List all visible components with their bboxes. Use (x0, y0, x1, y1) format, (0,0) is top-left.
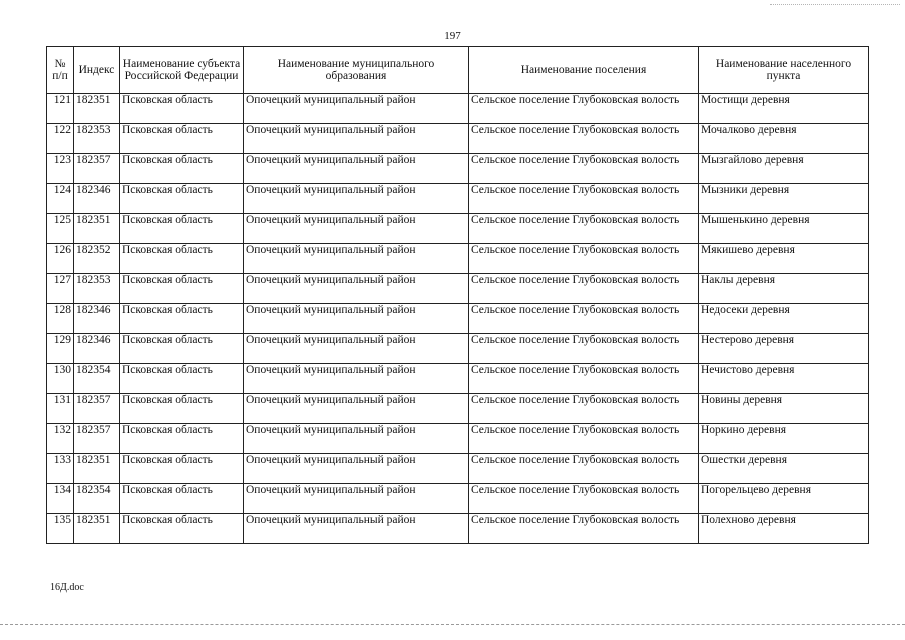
row-municipality: Опочецкий муниципальный район (244, 274, 469, 304)
row-municipality: Опочецкий муниципальный район (244, 304, 469, 334)
row-number: 133 (47, 454, 74, 484)
row-locality: Мызгайлово деревня (699, 154, 869, 184)
settlements-table (46, 46, 869, 544)
row-number: 126 (47, 244, 74, 274)
row-subject: Псковская область (120, 154, 244, 184)
row-number: 123 (47, 154, 74, 184)
row-subject: Псковская область (120, 364, 244, 394)
row-subject: Псковская область (120, 214, 244, 244)
row-number: 127 (47, 274, 74, 304)
table-row (47, 454, 869, 484)
row-index: 182351 (74, 514, 120, 544)
row-municipality: Опочецкий муниципальный район (244, 154, 469, 184)
row-subject: Псковская область (120, 274, 244, 304)
row-settlement: Сельское поселение Глубоковская волость (469, 334, 699, 364)
row-settlement: Сельское поселение Глубоковская волость (469, 184, 699, 214)
row-municipality: Опочецкий муниципальный район (244, 394, 469, 424)
row-municipality: Опочецкий муниципальный район (244, 214, 469, 244)
row-municipality: Опочецкий муниципальный район (244, 364, 469, 394)
row-locality: Норкино деревня (699, 424, 869, 454)
page-number: 197 (444, 30, 461, 42)
row-settlement: Сельское поселение Глубоковская волость (469, 424, 699, 454)
row-index: 182353 (74, 124, 120, 154)
header-locality: Наименование населенного пункта (699, 47, 869, 94)
table-row (47, 484, 869, 514)
header-number: № п/п (47, 47, 74, 94)
header-settlement: Наименование поселения (469, 47, 699, 94)
row-settlement: Сельское поселение Глубоковская волость (469, 214, 699, 244)
row-index: 182346 (74, 334, 120, 364)
row-municipality: Опочецкий муниципальный район (244, 514, 469, 544)
row-locality: Мышенькино деревня (699, 214, 869, 244)
row-settlement: Сельское поселение Глубоковская волость (469, 94, 699, 124)
header-index: Индекс (74, 47, 120, 94)
row-locality: Нечистово деревня (699, 364, 869, 394)
header-subject: Наименование субъекта Российской Федерации (120, 47, 244, 94)
row-number: 125 (47, 214, 74, 244)
row-number: 121 (47, 94, 74, 124)
row-subject: Псковская область (120, 94, 244, 124)
table-row (47, 94, 869, 124)
row-index: 182353 (74, 274, 120, 304)
row-index: 182357 (74, 424, 120, 454)
row-subject: Псковская область (120, 454, 244, 484)
table-row (47, 274, 869, 304)
row-locality: Нестерово деревня (699, 334, 869, 364)
row-number: 124 (47, 184, 74, 214)
row-number: 128 (47, 304, 74, 334)
table-header-row (47, 47, 869, 94)
row-settlement: Сельское поселение Глубоковская волость (469, 304, 699, 334)
row-municipality: Опочецкий муниципальный район (244, 244, 469, 274)
row-locality: Мякишево деревня (699, 244, 869, 274)
table-row (47, 304, 869, 334)
table-row (47, 424, 869, 454)
row-number: 129 (47, 334, 74, 364)
row-municipality: Опочецкий муниципальный район (244, 124, 469, 154)
row-settlement: Сельское поселение Глубоковская волость (469, 454, 699, 484)
header-municipality: Наименование муниципального образования (244, 47, 469, 94)
table-row (47, 244, 869, 274)
row-index: 182352 (74, 244, 120, 274)
row-locality: Недосеки деревня (699, 304, 869, 334)
row-municipality: Опочецкий муниципальный район (244, 454, 469, 484)
row-subject: Псковская область (120, 184, 244, 214)
table-row (47, 124, 869, 154)
row-settlement: Сельское поселение Глубоковская волость (469, 124, 699, 154)
row-locality: Новины деревня (699, 394, 869, 424)
row-locality: Мызники деревня (699, 184, 869, 214)
row-number: 130 (47, 364, 74, 394)
footer-filename: 16Д.doc (50, 582, 84, 593)
row-subject: Псковская область (120, 244, 244, 274)
row-locality: Ошестки деревня (699, 454, 869, 484)
row-subject: Псковская область (120, 304, 244, 334)
row-index: 182346 (74, 304, 120, 334)
row-locality: Мостищи деревня (699, 94, 869, 124)
row-index: 182346 (74, 184, 120, 214)
row-locality: Наклы деревня (699, 274, 869, 304)
row-municipality: Опочецкий муниципальный район (244, 334, 469, 364)
table-row (47, 514, 869, 544)
row-locality: Погорельцево деревня (699, 484, 869, 514)
row-index: 182357 (74, 394, 120, 424)
row-index: 182351 (74, 94, 120, 124)
row-settlement: Сельское поселение Глубоковская волость (469, 154, 699, 184)
row-municipality: Опочецкий муниципальный район (244, 94, 469, 124)
row-subject: Псковская область (120, 424, 244, 454)
row-settlement: Сельское поселение Глубоковская волость (469, 394, 699, 424)
row-locality: Мочалково деревня (699, 124, 869, 154)
row-index: 182351 (74, 214, 120, 244)
row-municipality: Опочецкий муниципальный район (244, 484, 469, 514)
row-number: 122 (47, 124, 74, 154)
row-number: 132 (47, 424, 74, 454)
row-settlement: Сельское поселение Глубоковская волость (469, 274, 699, 304)
row-subject: Псковская область (120, 334, 244, 364)
row-index: 182354 (74, 484, 120, 514)
row-index: 182357 (74, 154, 120, 184)
table-row (47, 214, 869, 244)
row-subject: Псковская область (120, 124, 244, 154)
table-row (47, 184, 869, 214)
row-locality: Полехново деревня (699, 514, 869, 544)
row-settlement: Сельское поселение Глубоковская волость (469, 244, 699, 274)
table-row (47, 394, 869, 424)
row-subject: Псковская область (120, 394, 244, 424)
scan-artifact-bottom (0, 624, 905, 625)
row-number: 134 (47, 484, 74, 514)
table-row (47, 334, 869, 364)
row-number: 135 (47, 514, 74, 544)
row-index: 182351 (74, 454, 120, 484)
row-settlement: Сельское поселение Глубоковская волость (469, 514, 699, 544)
row-index: 182354 (74, 364, 120, 394)
row-subject: Псковская область (120, 514, 244, 544)
row-settlement: Сельское поселение Глубоковская волость (469, 484, 699, 514)
table-row (47, 154, 869, 184)
row-settlement: Сельское поселение Глубоковская волость (469, 364, 699, 394)
scan-artifact-top (770, 4, 900, 5)
row-municipality: Опочецкий муниципальный район (244, 424, 469, 454)
row-subject: Псковская область (120, 484, 244, 514)
row-number: 131 (47, 394, 74, 424)
table-row (47, 364, 869, 394)
row-municipality: Опочецкий муниципальный район (244, 184, 469, 214)
